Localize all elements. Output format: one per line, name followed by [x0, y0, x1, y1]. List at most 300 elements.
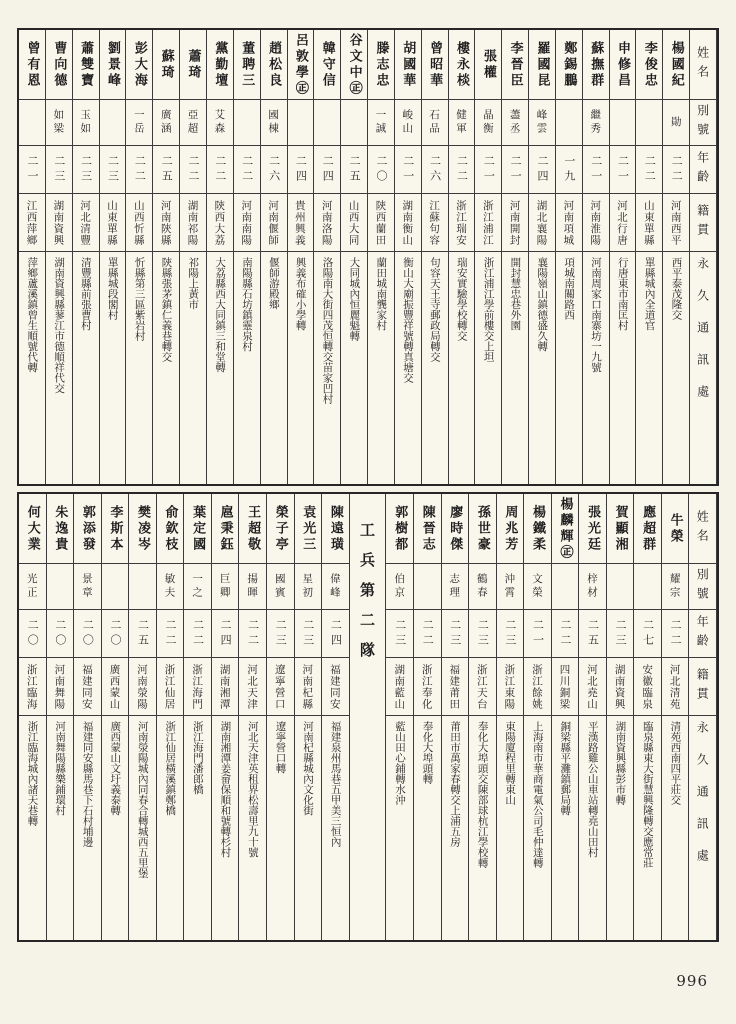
person-address: 奉化大埠頭交陳部球杭江學校轉: [476, 721, 489, 868]
person-native-place-cell: [469, 658, 496, 716]
person-age: 二四: [294, 154, 308, 185]
person-address-cell: [368, 252, 394, 484]
person-native-place-cell: [552, 658, 579, 716]
person-column: [556, 30, 583, 484]
person-column: [46, 30, 73, 484]
person-age: 二一: [482, 154, 496, 185]
person-name-cell: [295, 494, 322, 564]
lower-table: [17, 492, 719, 942]
person-age: 二二: [187, 154, 201, 185]
person-name-cell: [261, 30, 287, 100]
person-native-place: 河北天津: [246, 663, 259, 710]
person-column: [129, 494, 157, 940]
person-native-place: 河南滎陽: [135, 663, 148, 710]
person-address-cell: [469, 716, 496, 940]
person-name: 蕭琦: [185, 48, 201, 81]
person-alias: 一之: [191, 573, 204, 600]
person-age-cell: [74, 610, 101, 658]
person-age: 二二: [669, 618, 683, 649]
person-name-cell: [47, 494, 74, 564]
person-column: [502, 30, 529, 484]
person-column: [47, 494, 75, 940]
person-name: 董聘三: [239, 40, 255, 89]
person-name: 蘇撫群: [588, 40, 604, 89]
person-alias-cell: [184, 564, 211, 610]
person-native-place: 河南淮陽: [589, 199, 602, 246]
column-header-age: [689, 610, 716, 658]
person-name-cell: [610, 30, 636, 100]
person-native-place-cell: [583, 194, 609, 252]
person-age: 二一: [25, 154, 39, 185]
person-native-place-cell: [288, 194, 314, 252]
person-address-cell: [502, 252, 528, 484]
person-age: 二一: [509, 154, 523, 185]
person-age-cell: [579, 610, 606, 658]
person-age: 二五: [160, 154, 174, 185]
person-name-cell: [314, 30, 340, 100]
person-alias: 巨卿: [218, 573, 231, 600]
person-alias: 偉峰: [328, 573, 341, 600]
person-native-place-cell: [497, 658, 524, 716]
person-alias-cell: [100, 100, 126, 146]
person-age: 二三: [106, 154, 120, 185]
person-age: 二四: [329, 618, 343, 649]
column-header-name-label: 姓名: [695, 509, 710, 548]
person-name: 趙松良: [266, 40, 282, 89]
person-address-cell: [663, 252, 689, 484]
person-native-place: 浙江東陽: [503, 663, 516, 710]
header-column: [690, 30, 717, 484]
person-age: 二六: [428, 154, 442, 185]
person-name-cell: [386, 494, 413, 564]
person-column: [583, 30, 610, 484]
person-column: [295, 494, 323, 940]
person-name-cell: [663, 30, 689, 100]
person-alias: 廣涵: [159, 109, 172, 136]
person-alias: 一岳: [132, 109, 145, 136]
person-age-cell: [157, 610, 184, 658]
person-age-cell: [662, 610, 689, 658]
person-name-cell: [341, 30, 367, 100]
person-name: 牛榮: [667, 512, 683, 545]
person-age: 二二: [164, 618, 178, 649]
person-name: 朱逸貴: [52, 504, 68, 553]
person-age-cell: [368, 146, 394, 194]
person-alias-cell: [207, 100, 233, 146]
column-header-age-label: 年齡: [695, 150, 710, 189]
person-native-place-cell: [442, 658, 469, 716]
person-address-cell: [449, 252, 475, 484]
person-alias-cell: [636, 100, 662, 146]
person-native-place-cell: [475, 194, 501, 252]
person-address-cell: [341, 252, 367, 484]
section-divider-column: [350, 494, 387, 940]
person-name: 楊國紀: [668, 40, 684, 89]
person-native-place-cell: [19, 658, 46, 716]
person-native-place: 河南項城: [562, 199, 575, 246]
person-native-place-cell: [212, 658, 239, 716]
person-age: 二二: [191, 618, 205, 649]
person-age: 一九: [562, 154, 576, 185]
person-address-cell: [261, 252, 287, 484]
person-age: 二三: [476, 618, 490, 649]
person-column: [19, 30, 46, 484]
person-native-place-cell: [234, 194, 260, 252]
person-address: 開封慧忠巷外園: [509, 257, 522, 331]
person-address: 大同城內恒麗魁轉: [348, 257, 361, 341]
person-column: [368, 30, 395, 484]
person-alias: 國賓: [273, 573, 286, 600]
person-name-cell: [475, 30, 501, 100]
person-age-cell: [314, 146, 340, 194]
person-address-cell: [295, 716, 322, 940]
person-column: [552, 494, 580, 940]
person-address: 浙江仙居橫溪鎮鄭橋: [164, 721, 177, 816]
person-address-cell: [556, 252, 582, 484]
person-address-cell: [267, 716, 294, 940]
person-address-cell: [74, 716, 101, 940]
person-alias-cell: [126, 100, 152, 146]
person-age: 二二: [670, 154, 684, 185]
person-address: 忻縣第三區紫岩村: [133, 257, 146, 341]
person-name: 谷文中㊣: [346, 32, 362, 97]
person-age: 二二: [455, 154, 469, 185]
person-address-cell: [634, 716, 661, 940]
person-alias: 一誠: [374, 109, 387, 136]
person-name-cell: [184, 494, 211, 564]
person-name-cell: [100, 30, 126, 100]
person-name: 滕志忠: [373, 40, 389, 89]
person-native-place-cell: [449, 194, 475, 252]
person-column: [100, 30, 127, 484]
person-alias-cell: [47, 564, 74, 610]
person-alias-cell: [422, 100, 448, 146]
person-address: 奉化大埠頭轉: [421, 721, 434, 784]
person-name-cell: [19, 494, 46, 564]
person-alias-cell: [610, 100, 636, 146]
person-alias-cell: [529, 100, 555, 146]
person-age-cell: [19, 610, 46, 658]
person-address: 遼寧營口轉: [274, 721, 287, 774]
person-name: 曹向德: [51, 40, 67, 89]
person-name-cell: [634, 494, 661, 564]
person-name: 楊麟輝㊣: [557, 496, 573, 561]
person-native-place-cell: [634, 658, 661, 716]
person-native-place: 河南偃師: [267, 199, 280, 246]
person-native-place-cell: [184, 658, 211, 716]
person-alias-cell: [663, 100, 689, 146]
person-alias-cell: [524, 564, 551, 610]
person-alias: 晶衡: [481, 109, 494, 136]
person-age-cell: [322, 610, 349, 658]
person-name: 葉定國: [190, 504, 206, 553]
person-native-place: 湖北襄陽: [535, 199, 548, 246]
person-native-place: 福建同安: [328, 663, 341, 710]
person-column: [634, 494, 662, 940]
person-native-place-cell: [314, 194, 340, 252]
person-name: 廖時傑: [447, 504, 463, 553]
person-name: 蘇琦: [158, 48, 174, 81]
person-native-place-cell: [73, 194, 99, 252]
person-address-cell: [207, 252, 233, 484]
person-address: 福建同安縣馬巷下石村埔邊: [81, 721, 94, 847]
person-age-cell: [422, 146, 448, 194]
person-age-cell: [556, 146, 582, 194]
person-address: 清豐縣前張曹村: [79, 257, 92, 331]
person-native-place-cell: [47, 658, 74, 716]
person-native-place-cell: [395, 194, 421, 252]
person-name-cell: [73, 30, 99, 100]
person-native-place-cell: [207, 194, 233, 252]
person-name: 周兆芳: [502, 504, 518, 553]
person-column: [636, 30, 663, 484]
person-native-place: 安徽臨泉: [641, 663, 654, 710]
person-address-cell: [322, 716, 349, 940]
person-address-cell: [212, 716, 239, 940]
person-alias-cell: [469, 564, 496, 610]
person-age: 二一: [616, 154, 630, 185]
person-address-cell: [524, 716, 551, 940]
person-address: 萍鄉蘆溪鎮曾生順號代轉: [26, 257, 39, 373]
person-alias-cell: [153, 100, 179, 146]
person-alias: 景章: [80, 573, 93, 600]
person-column: [529, 30, 556, 484]
person-age-cell: [469, 610, 496, 658]
person-name-cell: [102, 494, 129, 564]
person-name-cell: [395, 30, 421, 100]
person-native-place: 河北清苑: [668, 663, 681, 710]
person-alias-cell: [386, 564, 413, 610]
person-native-place: 山東單縣: [642, 199, 655, 246]
person-column: [475, 30, 502, 484]
person-name: 王超敬: [245, 504, 261, 553]
person-age-cell: [295, 610, 322, 658]
person-alias: 耀宗: [668, 573, 681, 600]
person-address-cell: [19, 252, 45, 484]
person-address: 單縣城段閣村: [106, 257, 119, 320]
person-alias: 梓材: [586, 573, 599, 600]
person-age: 二七: [641, 618, 655, 649]
person-native-place: 廣西蒙山: [108, 663, 121, 710]
person-name: 羅國昆: [534, 40, 550, 89]
person-age: 二三: [274, 618, 288, 649]
person-name-cell: [157, 494, 184, 564]
person-alias-cell: [74, 564, 101, 610]
section-divider: [350, 494, 386, 940]
person-age: 二三: [448, 618, 462, 649]
person-address: 洛陽南大街四茂恒轉交苗家凹村: [321, 257, 334, 404]
person-age-cell: [153, 146, 179, 194]
person-age-cell: [475, 146, 501, 194]
person-age-cell: [261, 146, 287, 194]
person-native-place-cell: [102, 658, 129, 716]
person-native-place-cell: [414, 658, 441, 716]
person-native-place-cell: [636, 194, 662, 252]
person-native-place-cell: [153, 194, 179, 252]
person-name-cell: [422, 30, 448, 100]
person-address: 湖南湘潭姜畲保順和號轉杉村: [219, 721, 232, 858]
person-address-cell: [180, 252, 206, 484]
person-column: [212, 494, 240, 940]
person-native-place: 河南杞縣: [301, 663, 314, 710]
person-native-place: 河南陝縣: [159, 199, 172, 246]
person-age-cell: [636, 146, 662, 194]
person-age-cell: [449, 146, 475, 194]
person-address: 祁陽上黃市: [187, 257, 200, 310]
column-header-native-place-label: 籍貫: [695, 203, 710, 242]
person-name-cell: [126, 30, 152, 100]
person-native-place-cell: [261, 194, 287, 252]
person-native-place-cell: [663, 194, 689, 252]
person-age: 二〇: [26, 618, 40, 649]
person-age-cell: [180, 146, 206, 194]
person-name: 曾昭華: [427, 40, 443, 89]
person-age-cell: [386, 610, 413, 658]
person-native-place: 福建莆田: [448, 663, 461, 710]
person-name-cell: [267, 494, 294, 564]
person-name: 蕭雙寶: [78, 40, 94, 89]
person-name: 陳遠璜: [327, 504, 343, 553]
person-name: 彭大海: [131, 40, 147, 89]
person-age-cell: [19, 146, 45, 194]
person-alias-cell: [129, 564, 156, 610]
person-age-cell: [73, 146, 99, 194]
person-alias: 鶴春: [475, 573, 488, 600]
person-address-cell: [19, 716, 46, 940]
person-alias-cell: [449, 100, 475, 146]
person-native-place: 山西大同: [347, 199, 360, 246]
person-alias-cell: [19, 100, 45, 146]
person-age: 二三: [79, 154, 93, 185]
person-name-cell: [322, 494, 349, 564]
person-alias: 繼秀: [589, 109, 602, 136]
person-address: 銅梁縣平灘鎮郵局轉: [559, 721, 572, 816]
column-header-alias-label: 別號: [695, 567, 710, 606]
person-age-cell: [663, 146, 689, 194]
person-column: [239, 494, 267, 940]
column-header-name-label: 姓名: [695, 45, 710, 84]
person-alias: 健軍: [454, 109, 467, 136]
person-address: 浙江臨海城內諸天巷轉: [26, 721, 39, 826]
person-name-cell: [180, 30, 206, 100]
person-column: [184, 494, 212, 940]
person-native-place: 貴州興義: [293, 199, 306, 246]
person-alias-cell: [322, 564, 349, 610]
person-name-cell: [552, 494, 579, 564]
person-age-cell: [288, 146, 314, 194]
person-address: 大荔縣西大同鎮三和堂轉: [214, 257, 227, 373]
person-address-cell: [610, 252, 636, 484]
person-native-place: 陝西蘭田: [374, 199, 387, 246]
person-native-place: 山西忻縣: [132, 199, 145, 246]
person-address-cell: [475, 252, 501, 484]
person-alias-cell: [267, 564, 294, 610]
column-header-native-place: [689, 658, 716, 716]
person-address-cell: [442, 716, 469, 940]
person-name: 扈秉鈺: [217, 504, 233, 553]
person-column: [579, 494, 607, 940]
person-address: 河南舞陽縣樂鋪環村: [54, 721, 67, 816]
person-native-place-cell: [524, 658, 551, 716]
person-address: 陝縣張茅鎮仁義巷轉交: [160, 257, 173, 362]
person-name-cell: [153, 30, 179, 100]
person-column: [395, 30, 422, 484]
person-column: [497, 494, 525, 940]
person-address-cell: [288, 252, 314, 484]
person-name: 賀顯湘: [612, 504, 628, 553]
person-age: 二三: [503, 618, 517, 649]
person-age-cell: [583, 146, 609, 194]
person-address-cell: [386, 716, 413, 940]
person-name: 李俊忠: [641, 40, 657, 89]
person-address-cell: [73, 252, 99, 484]
person-address-cell: [552, 716, 579, 940]
person-name: 樊凌岑: [134, 504, 150, 553]
person-age-cell: [610, 146, 636, 194]
person-column: [469, 494, 497, 940]
person-alias: 文榮: [530, 573, 543, 600]
person-name-cell: [556, 30, 582, 100]
person-address-cell: [314, 252, 340, 484]
person-name-cell: [469, 494, 496, 564]
person-native-place-cell: [368, 194, 394, 252]
person-native-place: 湖南祁陽: [186, 199, 199, 246]
person-native-place-cell: [502, 194, 528, 252]
person-address: 句容天王寺郵政局轉交: [428, 257, 441, 362]
person-native-place-cell: [579, 658, 606, 716]
person-native-place-cell: [556, 194, 582, 252]
person-native-place: 四川銅梁: [558, 663, 571, 710]
person-name-cell: [129, 494, 156, 564]
person-address-cell: [636, 252, 662, 484]
person-name: 鄭錫鵬: [561, 40, 577, 89]
person-native-place-cell: [610, 194, 636, 252]
column-header-alias-label: 別號: [695, 103, 710, 142]
person-alias-cell: [414, 564, 441, 610]
person-native-place-cell: [267, 658, 294, 716]
person-column: [73, 30, 100, 484]
person-alias-cell: [180, 100, 206, 146]
person-column: [19, 494, 47, 940]
person-name: 袁光三: [300, 504, 316, 553]
person-address: 莆田市萬家春轉交上浦五房: [449, 721, 462, 847]
person-age-cell: [607, 610, 634, 658]
person-native-place: 江西萍鄉: [25, 199, 38, 246]
person-alias-cell: [288, 100, 314, 146]
header-column: [689, 494, 717, 940]
person-age-cell: [552, 610, 579, 658]
person-alias-cell: [662, 564, 689, 610]
person-name: 申修昌: [615, 40, 631, 89]
person-name-cell: [662, 494, 689, 564]
person-native-place: 河北清豐: [79, 199, 92, 246]
person-column: [207, 30, 234, 484]
person-native-place: 陝西大荔: [213, 199, 226, 246]
person-address-cell: [422, 252, 448, 484]
person-address: 偃師游殿鄉: [267, 257, 280, 310]
person-address-cell: [102, 716, 129, 940]
person-name-cell: [529, 30, 555, 100]
person-age-cell: [239, 610, 266, 658]
person-alias: 志理: [448, 573, 461, 600]
person-address: 浙江海門潘郎橋: [191, 721, 204, 795]
person-name-cell: [207, 30, 233, 100]
person-age: 二二: [133, 154, 147, 185]
person-address: 湖南資興縣彭市轉: [614, 721, 627, 805]
person-age: 二三: [393, 618, 407, 649]
person-age-cell: [529, 146, 555, 194]
person-age-cell: [129, 610, 156, 658]
